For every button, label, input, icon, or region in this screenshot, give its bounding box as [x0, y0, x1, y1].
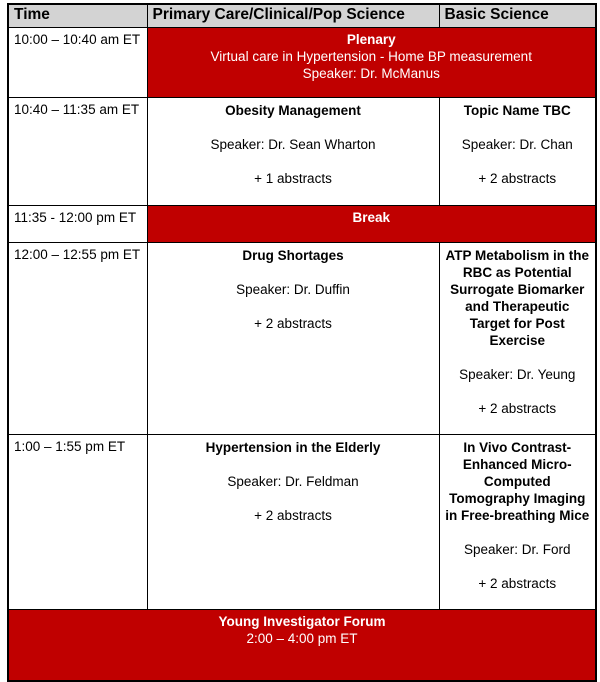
session-title: Topic Name TBC	[463, 103, 571, 118]
session1-basic-cell	[439, 98, 596, 206]
session-title: In Vivo Contrast-Enhanced Micro-Computed Tomography Imaging in Free-breathing Mice	[445, 440, 590, 523]
plenary-title: Plenary	[346, 32, 396, 47]
session-row-3	[8, 435, 596, 610]
column-header-primary-care: Primary Care/Clinical/Pop Science	[147, 4, 439, 28]
forum-banner-cell	[8, 610, 596, 681]
plenary-time-cell: 10:00 – 10:40 am ET	[8, 28, 147, 98]
session-abstracts: + 2 abstracts	[478, 171, 557, 186]
forum-time: 2:00 – 4:00 pm ET	[246, 631, 358, 646]
plenary-row	[8, 28, 596, 98]
session-row-1	[8, 98, 596, 206]
session2-time-cell: 12:00 – 12:55 pm ET	[8, 243, 147, 435]
session3-primary-cell	[147, 435, 439, 610]
column-header-basic-science: Basic Science	[439, 4, 596, 28]
break-row	[8, 206, 596, 243]
plenary-banner-cell	[147, 28, 596, 98]
session-title: ATP Metabolism in the RBC as Potential Surrogate Biomarker and Therapeutic Target for Post Exercise	[445, 248, 590, 348]
session1-time-cell: 10:40 – 11:35 am ET	[8, 98, 147, 206]
column-header-time: Time	[8, 4, 147, 28]
session-abstracts: + 2 abstracts	[254, 508, 332, 523]
session-speaker: Speaker: Dr. Duffin	[236, 282, 350, 297]
session3-time-cell: 1:00 – 1:55 pm ET	[8, 435, 147, 610]
session-title: Hypertension in the Elderly	[205, 440, 381, 455]
forum-row	[8, 610, 596, 681]
header-row	[8, 4, 596, 28]
plenary-subtitle: Virtual care in Hypertension - Home BP measurement	[210, 49, 532, 64]
session-speaker: Speaker: Dr. Feldman	[227, 474, 359, 489]
plenary-speaker: Speaker: Dr. McManus	[302, 66, 440, 81]
break-time-cell: 11:35 - 12:00 pm ET	[8, 206, 147, 243]
conference-schedule-table	[7, 3, 597, 682]
session2-basic-cell	[439, 243, 596, 435]
session-abstracts: + 2 abstracts	[478, 401, 557, 416]
session-abstracts: + 1 abstracts	[254, 171, 332, 186]
session-speaker: Speaker: Dr. Ford	[463, 542, 571, 557]
session-title: Drug Shortages	[242, 248, 344, 263]
session1-primary-cell	[147, 98, 439, 206]
break-label: Break	[352, 210, 391, 225]
schedule-container	[7, 3, 597, 682]
session-abstracts: + 2 abstracts	[478, 576, 557, 591]
session-row-2	[8, 243, 596, 435]
session-speaker: Speaker: Dr. Yeung	[459, 367, 576, 382]
session-title: Obesity Management	[225, 103, 361, 118]
break-banner-cell	[147, 206, 596, 243]
session-speaker: Speaker: Dr. Chan	[461, 137, 573, 152]
session2-primary-cell	[147, 243, 439, 435]
forum-title: Young Investigator Forum	[218, 614, 386, 629]
session3-basic-cell	[439, 435, 596, 610]
session-speaker: Speaker: Dr. Sean Wharton	[210, 137, 376, 152]
session-abstracts: + 2 abstracts	[254, 316, 332, 331]
